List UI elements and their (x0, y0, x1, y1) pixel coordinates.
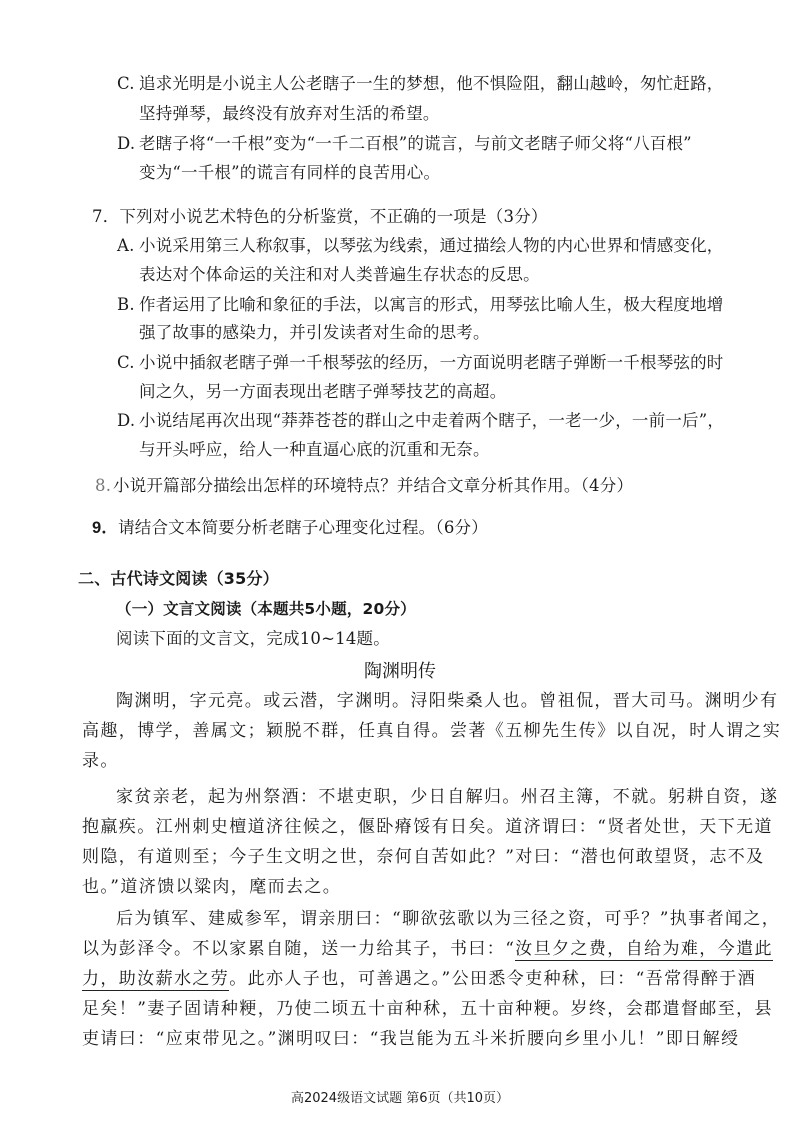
q8 (95, 475, 633, 497)
para3-underlined-sentence-part2: 力，助汝薪水之劳 (82, 969, 230, 989)
q7-option-b-line2: 强了故事的感染力，并引发读者对生命的思考。 (139, 323, 490, 342)
q6-option-d-letter: D. (117, 134, 136, 153)
para3-line3 (82, 968, 756, 990)
q6-option-d-text1: 老瞎子将“一千根”变为“一千二百根”的谎言，与前文老瞎子师父将“八百根” (139, 134, 692, 153)
q8-text: 小说开篇部分描绘出怎样的环境特点？并结合文章分析其作用。（4分） (113, 476, 634, 495)
q7-option-c-text1: 小说中插叙老瞎子弹一千根琴弦的经历，一方面说明老瞎子弹断一千根琴弦的时 (139, 353, 724, 372)
para1-line2: 高趣，博学，善属文；颖脱不群，任真自得。尝著《五柳先生传》以自况，时人谓之实 (82, 721, 782, 741)
q7-option-a-line2: 表达对个体命运的关注和对人类普遍生存状态的反思。 (139, 265, 540, 284)
q8-number: 8. (95, 476, 112, 495)
para3-line2-plain: 以为彭泽令。不以家累自随，送一力给其子，书曰：“ (82, 939, 516, 959)
section2-instruction: 阅读下面的文言文，完成10~14题。 (116, 629, 390, 648)
section2-subheading: （一）文言文阅读（本题共5小题，20分） (116, 600, 416, 618)
q7-option-a-text1: 小说采用第三人称叙事，以琴弦为线索，通过描绘人物的内心世界和情感变化， (139, 236, 724, 255)
q7-option-c-line1 (117, 352, 724, 374)
q7-option-d-text1: 小说结尾再次出现“莽莽苍苍的群山之中走着两个瞎子，一老一少，一前一后”， (139, 411, 725, 430)
para3-line3-plain: 。此亦人子也，可善遇之。”公田悉令吏种秫，曰：“吾常得醉于酒 (229, 969, 757, 989)
page-footer: 高2024级语文试题 第6页（共10页） (290, 1091, 510, 1106)
para2-line1: 家贫亲老，起为州祭酒：不堪吏职，少日自解归。州召主簿，不就。躬耕自资，遂 (116, 787, 779, 807)
para3-line5: 吏请曰：“应束带见之。”渊明叹曰：“我岂能为五斗米折腰向乡里小儿！”即日解绶 (82, 1029, 740, 1049)
para3-line1: 后为镇军、建威参军，谓亲朋曰：“聊欲弦歌以为三径之资，可乎？”执事者闻之， (116, 909, 781, 929)
q6-option-c-letter: C. (117, 74, 135, 93)
q9-number: 9． (92, 519, 119, 537)
q9-text: 请结合文本简要分析老瞎子心理变化过程。（6分） (118, 518, 488, 537)
q9 (92, 517, 488, 539)
q7-option-c-letter: C. (117, 353, 135, 372)
para1-line3: 录。 (82, 751, 119, 771)
q7-option-c-line2: 间之久，另一方面表现出老瞎子弹琴技艺的高超。 (139, 382, 507, 401)
para2-line3: 则隐，有道则至；今子生文明之世，奈何自苦如此？”对曰：“潜也何敢望贤，志不及 (82, 847, 765, 867)
q7-option-d-line2: 与开头呼应，给人一种直逼心底的沉重和无奈。 (139, 440, 490, 459)
para3-line4: 足矣！”妻子固请种粳，乃使二顷五十亩种秫，五十亩种粳。岁终，会郡遣督邮至，县 (82, 999, 773, 1019)
q7-stem: 7．下列对小说艺术特色的分析鉴赏，不正确的一项是（3分） (92, 207, 548, 226)
q6-option-c-line1 (117, 73, 724, 95)
q6-option-c-text1: 追求光明是小说主人公老瞎子一生的梦想，他不惧险阻，翻山越岭，匆忙赶路， (139, 74, 724, 93)
q6-option-d-line1 (117, 133, 692, 155)
para2-line2: 抱羸疾。江州刺史檀道济往候之，偃卧瘠馁有日矣。道济谓曰：“贤者处世，天下无道 (82, 817, 773, 837)
para3-line2 (82, 938, 773, 960)
q7-option-b-line1 (117, 294, 724, 316)
q7-option-d-letter: D. (117, 411, 136, 430)
para1-line1: 陶渊明，字元亮。或云潜，字渊明。浔阳柴桑人也。曾祖侃，晋大司马。渊明少有 (116, 691, 779, 711)
passage-title: 陶渊明传 (364, 661, 436, 682)
q7-option-b-letter: B. (117, 295, 135, 314)
para2-line4: 也。”道济馈以粱肉，麾而去之。 (82, 877, 342, 897)
q7-option-d-line1 (117, 410, 724, 432)
section2-heading: 二、古代诗文阅读（35分） (78, 569, 279, 588)
q7-option-a-line1 (117, 235, 724, 257)
q6-option-d-line2: 变为“一千根”的谎言有同样的良苦用心。 (139, 163, 441, 182)
q7-option-a-letter: A. (117, 236, 135, 255)
q6-option-c-line2: 坚持弹琴，最终没有放弃对生活的希望。 (139, 104, 440, 123)
q7-option-b-text1: 作者运用了比喻和象征的手法，以寓言的形式，用琴弦比喻人生，极大程度地增 (139, 295, 724, 314)
para3-underlined-sentence-part1: 汝旦夕之费，自给为难，今遣此 (515, 939, 773, 959)
